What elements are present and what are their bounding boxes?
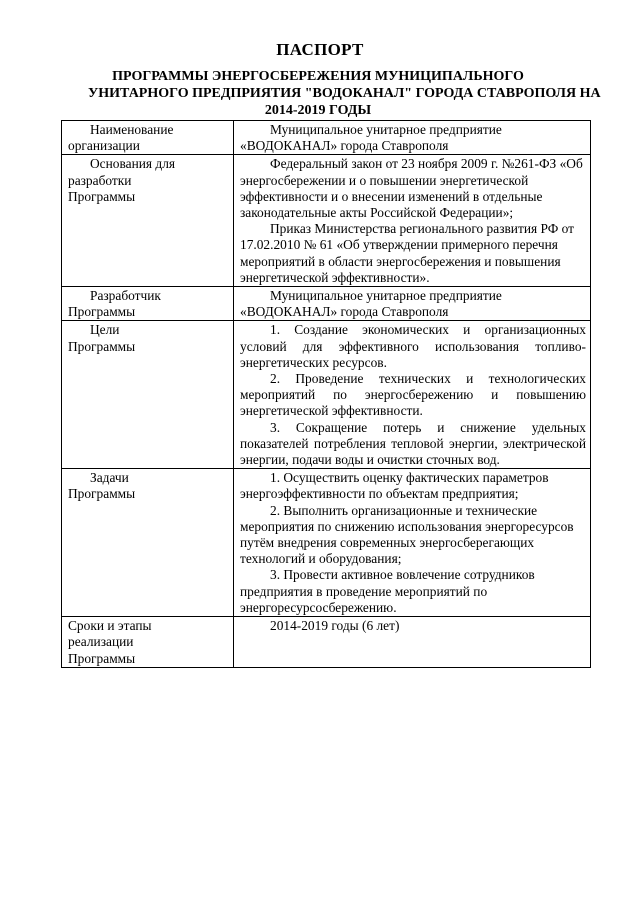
row-label-line: Основания для [90, 156, 176, 172]
document-subtitle [88, 68, 601, 119]
content-paragraph: Муниципальное унитарное предприятие «ВОДОКАНАЛ» города Ставрополя [240, 288, 502, 320]
table-row-goals [62, 321, 591, 469]
row-label-line: реализации [68, 634, 134, 650]
content-paragraph: 2. Выполнить организационные и технические мероприятия по снижению использования энергоресурсов путём внедрения современных энергосберегающих технологий и оборудования; [240, 502, 574, 567]
table-row-tasks [62, 469, 591, 617]
row-label-line: Программы [68, 650, 136, 666]
content-paragraph: 3. Сокращение потерь и снижение удельных показателей потребления тепловой энергии, электрической энергии, подачи воды и очистки сточных вод. [240, 419, 586, 468]
content-paragraph: 1. Создание экономических и организационных условий для эффективного использования топливо-энергетических ресурсов. [240, 322, 586, 370]
row-content-cell [234, 321, 591, 469]
content-paragraph: Муниципальное унитарное предприятие «ВОДОКАНАЛ» города Ставрополя [240, 122, 502, 154]
subtitle-line: УНИТАРНОГО ПРЕДПРИЯТИЯ "ВОДОКАНАЛ" ГОРОДА СТАВРОПОЛЯ НА [88, 86, 601, 101]
subtitle-line: 2014-2019 ГОДЫ [264, 103, 372, 118]
content-paragraph: Федеральный закон от 23 ноября 2009 г. №261-ФЗ «Об энергосбережении и о повышении энергетической эффективности и о внесении изменений в отдельные законодательные акты Российской Федерации»; [240, 156, 583, 221]
content-paragraph: 1. Осуществить оценку фактических параметров энергоэффективности по объектам предприятия; [240, 470, 549, 502]
table-row-organization-name [62, 121, 591, 155]
row-label-line: Программы [68, 188, 136, 204]
row-content-cell [234, 287, 591, 321]
subtitle-line: ПРОГРАММЫ ЭНЕРГОСБЕРЕЖЕНИЯ МУНИЦИПАЛЬНОГО [112, 69, 524, 84]
row-label-cell [62, 287, 234, 321]
row-content-cell [234, 121, 591, 155]
table-row-developer [62, 287, 591, 321]
content-paragraph: 3. Провести активное вовлечение сотрудников предприятия в проведение мероприятий по энергоресурсосбережению. [240, 567, 535, 615]
content-paragraph: Приказ Министерства регионального развития РФ от 17.02.2010 № 61 «Об утверждении примерного перечня мероприятий в области энергосбережения и повышения энергетической эффективности». [240, 221, 575, 285]
row-content-cell [234, 155, 591, 287]
row-label-cell [62, 617, 234, 668]
row-label-line: Программы [68, 304, 136, 320]
row-label-cell [62, 321, 234, 469]
row-label-line: Программы [68, 338, 136, 354]
row-content-cell [234, 617, 591, 668]
row-label-cell [62, 155, 234, 287]
table-row-timeline [62, 617, 591, 668]
table-row-development-basis [62, 155, 591, 287]
row-label-line: Наименование [90, 122, 174, 137]
row-label-line: Задачи [90, 470, 129, 486]
row-content-cell [234, 469, 591, 617]
row-label-line: Разработчик [90, 288, 161, 304]
document-title: ПАСПОРТ [276, 40, 364, 59]
row-label-line: организации [68, 138, 140, 154]
row-label-line: Сроки и этапы [68, 618, 152, 634]
content-paragraph: 2. Проведение технических и технологических мероприятий по энергосбережению и повышению энергетической эффективности. [240, 371, 586, 419]
row-label-cell [62, 121, 234, 155]
row-label-cell [62, 469, 234, 617]
row-label-line: Программы [68, 486, 136, 502]
passport-table [61, 120, 591, 668]
row-label-line: Цели [90, 322, 120, 338]
row-label-line: разработки [68, 172, 132, 188]
content-paragraph: 2014-2019 годы (6 лет) [270, 618, 400, 634]
